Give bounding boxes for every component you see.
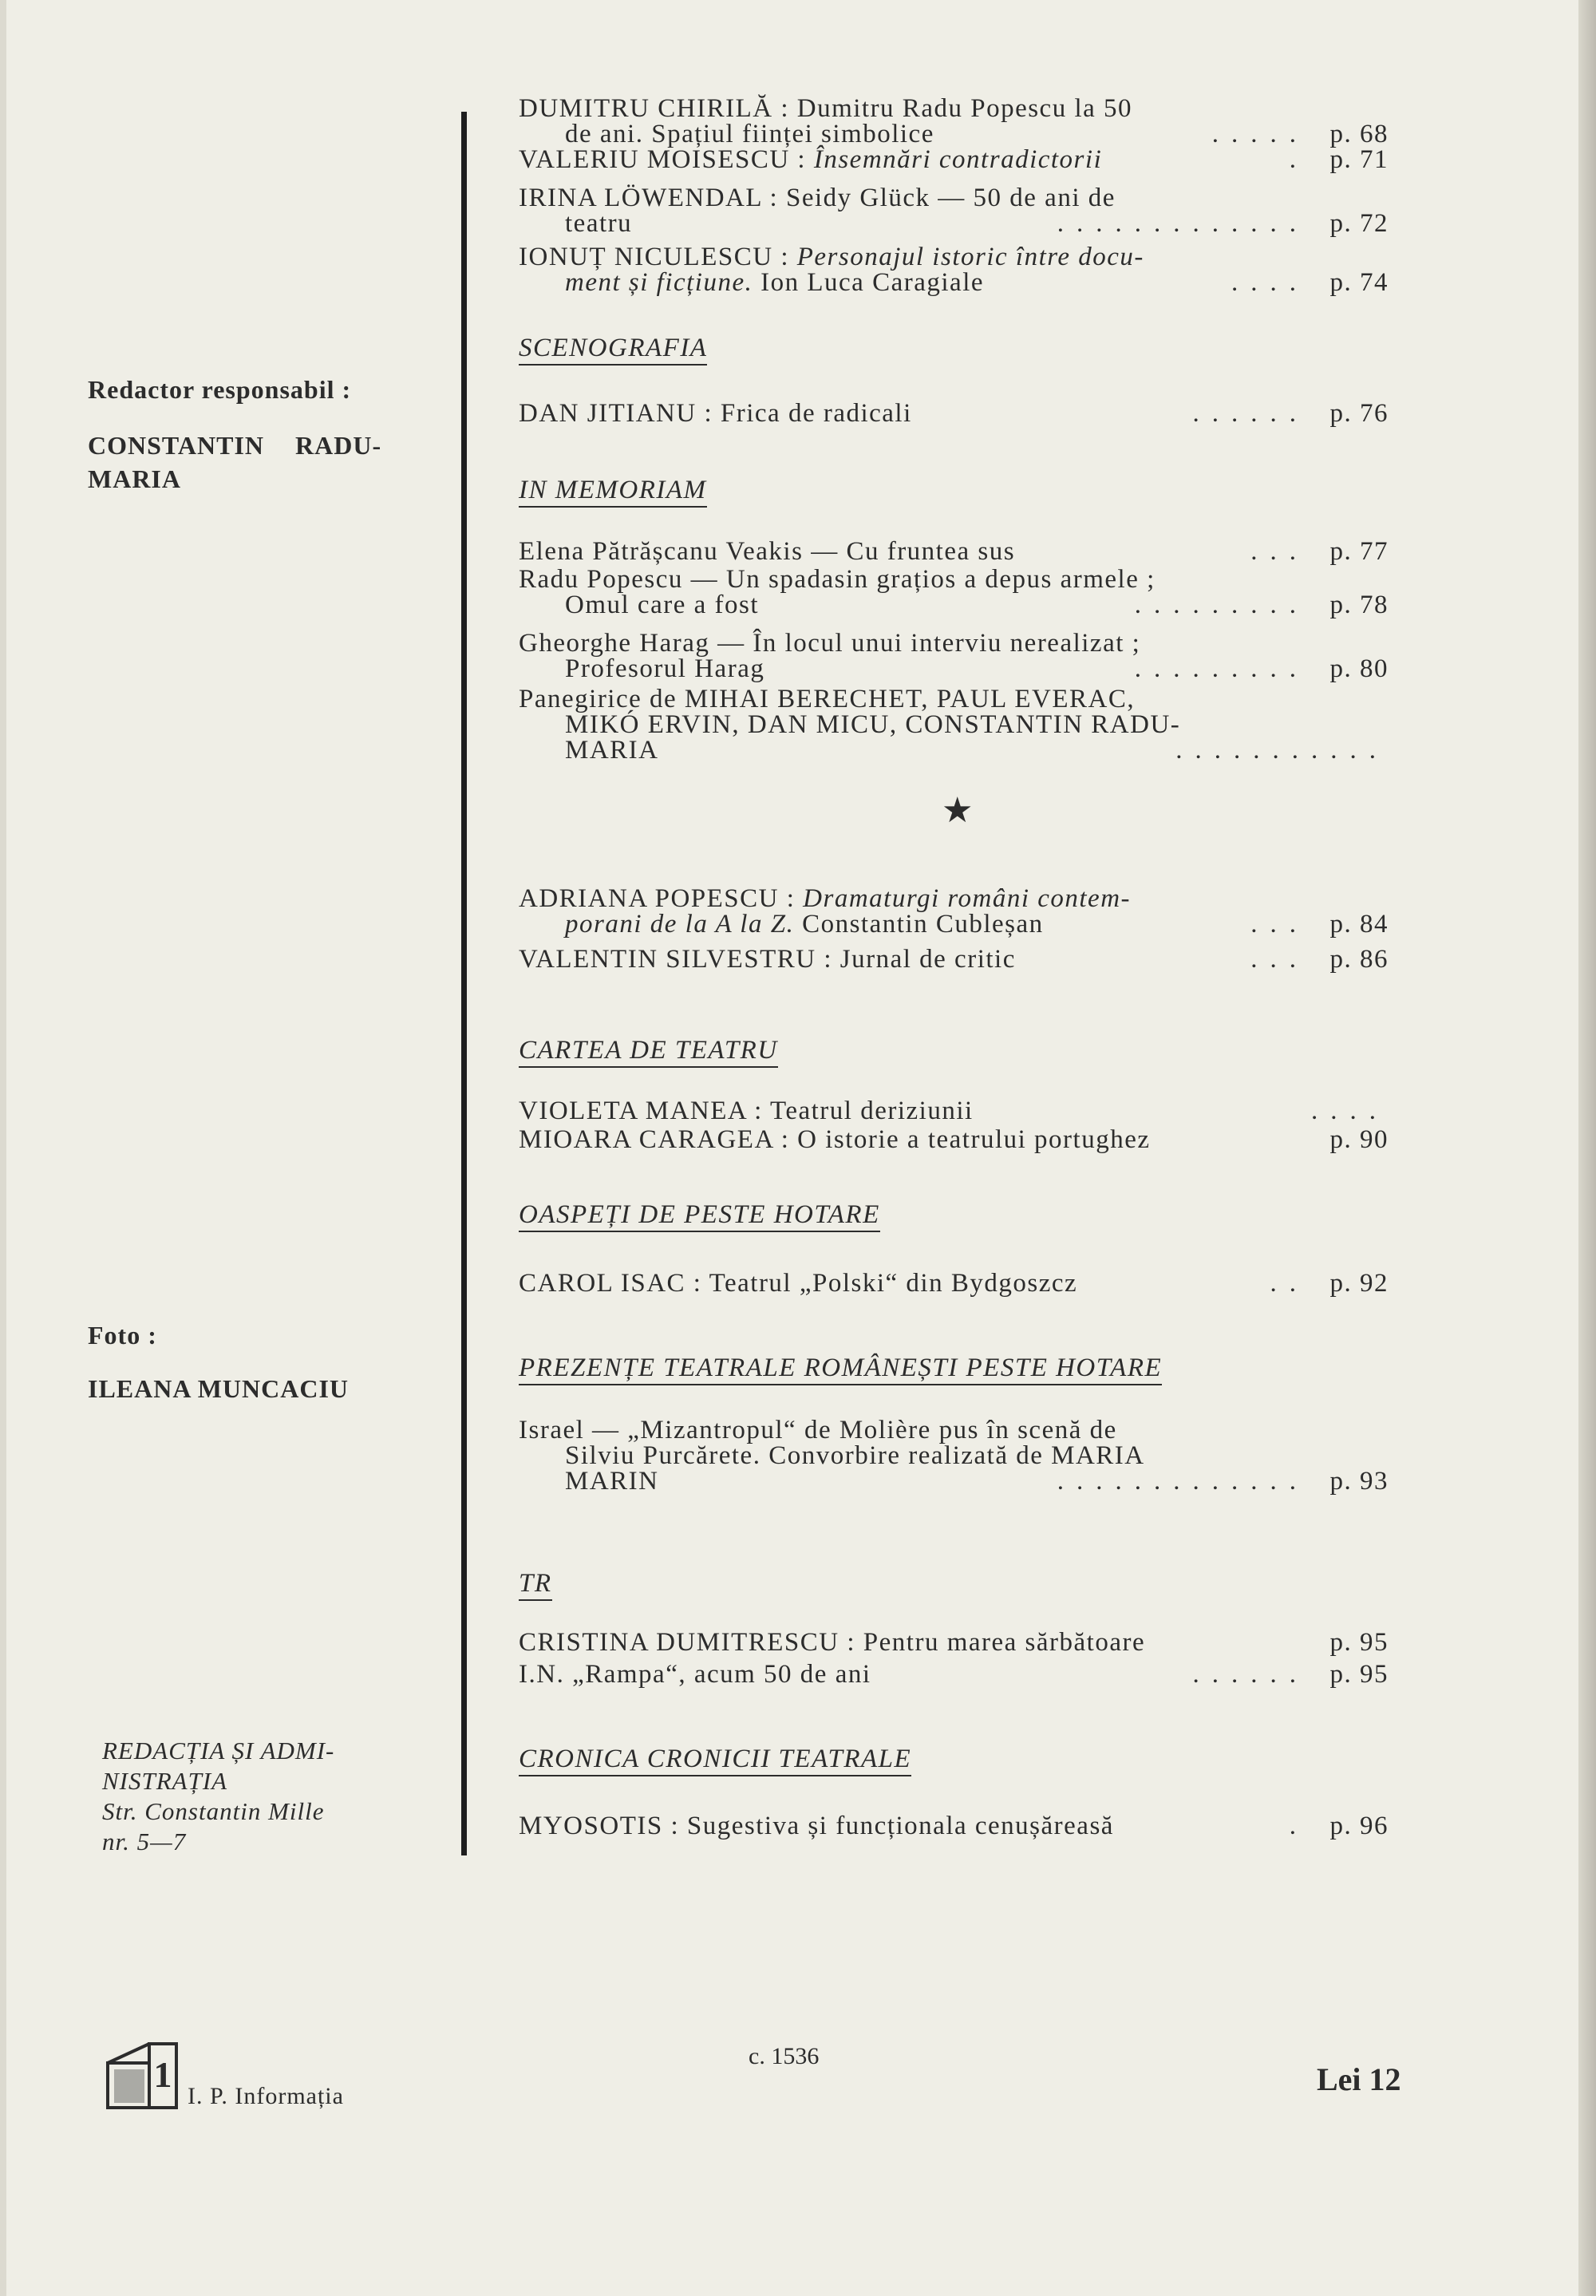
- toc-entry-text: Constantin Cubleșan: [794, 910, 1044, 939]
- toc-entry: VIOLETA MANEA : Teatrul deriziunii ....: [519, 1097, 1389, 1125]
- toc-entry-text: CAROL ISAC : Teatrul „Polski“ din Bydgoszcz: [519, 1269, 1078, 1298]
- toc-entry-author: ADRIANA POPESCU :: [519, 884, 804, 913]
- section-heading-cartea-de-teatru: CARTEA DE TEATRU: [519, 1037, 778, 1068]
- editor-name-line2: MARIA: [88, 464, 181, 493]
- toc-entry: Radu Popescu — Un spadasin grațios a depus armele ; Omul care a fost ......... p. 78: [519, 565, 1389, 619]
- page-number: p. 74: [1329, 268, 1389, 297]
- toc-entry-text: Profesorul Harag: [565, 654, 765, 683]
- toc-entry: CAROL ISAC : Teatrul „Polski“ din Bydgoszcz .. p. 92: [519, 1269, 1389, 1298]
- photo-label: Foto :: [88, 1321, 157, 1350]
- page-number: p. 93: [1329, 1467, 1389, 1496]
- page-number: p. 92: [1329, 1269, 1389, 1298]
- toc-entry: VALERIU MOISESCU : Însemnări contradictorii . p. 71: [519, 145, 1389, 174]
- toc-entry-text: MYOSOTIS : Sugestiva și funcționala cenușăreasă: [519, 1812, 1114, 1840]
- address-line4: nr. 5—7: [102, 1828, 187, 1855]
- toc-entry-author: VALERIU MOISESCU :: [519, 145, 814, 174]
- toc-entry: Gheorghe Harag — În locul unui interviu nerealizat ; Profesorul Harag ......... p. 80: [519, 629, 1389, 683]
- toc-entry-text: Gheorghe Harag — În locul unui interviu nerealizat ;: [519, 629, 1141, 658]
- toc-entry: VALENTIN SILVESTRU : Jurnal de critic ... p. 86: [519, 945, 1389, 974]
- toc-entry: DAN JITIANU : Frica de radicali ...... p. 76: [519, 399, 1389, 428]
- address-line3: Str. Constantin Mille: [102, 1797, 325, 1825]
- section-heading-oaspeti: OASPEȚI DE PESTE HOTARE: [519, 1202, 880, 1232]
- toc-entry-title: Personajul istoric între docu-: [796, 243, 1144, 271]
- toc-entry: DUMITRU CHIRILĂ : Dumitru Radu Popescu la 50 de ani. Spațiul ființei simbolice ..... p. 68: [519, 94, 1389, 148]
- section-heading-scenografia: SCENOGRAFIA: [519, 335, 707, 366]
- toc-entry: MYOSOTIS : Sugestiva și funcționala cenușăreasă . p. 96: [519, 1812, 1389, 1840]
- page-number: p. 80: [1329, 654, 1389, 683]
- toc-entry-text: Ion Luca Caragiale: [753, 268, 985, 297]
- page-number: p. 78: [1329, 591, 1389, 619]
- toc-entry-text: de ani. Spațiul ființei simbolice: [565, 120, 934, 148]
- toc-entry-text: Radu Popescu — Un spadasin grațios a depus armele ;: [519, 565, 1156, 594]
- page-number: p. 76: [1329, 399, 1389, 428]
- toc-entry: ADRIANA POPESCU : Dramaturgi români contem- porani de la A la Z. Constantin Cubleșan ... p. 84: [519, 884, 1389, 939]
- toc-entry: [519, 1630, 1404, 1655]
- toc-entry-text: VALENTIN SILVESTRU : Jurnal de critic: [519, 945, 1016, 974]
- toc-entry-title: porani de la A la Z.: [565, 910, 795, 939]
- toc-entry-title: Însemnări contradictorii: [813, 145, 1103, 174]
- editor-label: Redactor responsabil :: [88, 375, 352, 404]
- address-line2: NISTRAȚIA: [102, 1767, 228, 1795]
- toc-entry-text: CRISTINA DUMITRESCU : Pentru marea sărbătoare: [519, 1628, 1146, 1657]
- toc-entry-text: Israel — „Mizantropul“ de Molière pus în scenă de: [519, 1416, 1117, 1444]
- toc-entry-text: VIOLETA MANEA : Teatrul deriziunii: [519, 1097, 974, 1125]
- toc-entry-text: MARIA: [565, 736, 659, 765]
- section-heading-prezente: PREZENȚE TEATRALE ROMÂNEȘTI PESTE HOTARE: [519, 1355, 1162, 1385]
- publisher-logo-mark: 1: [153, 2054, 172, 2095]
- photo-name: ILEANA MUNCACIU: [88, 1374, 350, 1403]
- toc-entry: Israel — „Mizantropul“ de Molière pus în scenă de Silviu Purcărete. Convorbire realizată de MARIA MARIN ............. p. 93: [519, 1416, 1389, 1496]
- toc-entry-text: Panegirice de MIHAI BERECHET, PAUL EVERAC,: [519, 685, 1136, 713]
- toc-entry-text: I.N. „Rampa“, acum 50 de ani: [519, 1660, 871, 1689]
- toc-entry-text: IRINA LÖWENDAL : Seidy Glück — 50 de ani de: [519, 184, 1116, 212]
- page-number: p. 77: [1329, 537, 1389, 566]
- address-line1: REDACȚIA ȘI ADMI-: [102, 1737, 335, 1764]
- publisher-name: I. P. Informația: [188, 2083, 344, 2109]
- star-separator: ★: [942, 791, 974, 830]
- editor-name-line1: CONSTANTIN RADU-: [88, 431, 382, 460]
- column-divider: [461, 112, 467, 1855]
- page-number: p. 95: [1329, 1660, 1389, 1689]
- page-left-edge: [0, 0, 6, 2296]
- publisher-logo-icon: [106, 2039, 178, 2109]
- print-code: c. 1536: [749, 2043, 820, 2069]
- toc-entry: [519, 1127, 1404, 1152]
- section-heading-cronica: CRONICA CRONICII TEATRALE: [519, 1746, 911, 1776]
- toc-entry-text: MIOARA CARAGEA : O istorie a teatrului portughez: [519, 1125, 1151, 1154]
- toc-entry-text: Omul care a fost: [565, 591, 759, 619]
- page-number: p. 72: [1329, 209, 1389, 238]
- toc-entry: Elena Pătrășcanu Veakis — Cu fruntea sus ... p. 77: [519, 537, 1389, 566]
- toc-entry: I.N. „Rampa“, acum 50 de ani ...... p. 95: [519, 1660, 1389, 1689]
- toc-entry-title: ment și ficțiune.: [565, 268, 753, 297]
- price: Lei 12: [1317, 2061, 1401, 2097]
- toc-entry: IONUȚ NICULESCU : Personajul istoric între docu- ment și ficțiune. Ion Luca Caragiale .... p. 74: [519, 243, 1389, 297]
- page-right-edge: [1578, 0, 1596, 2296]
- toc-entry-text: teatru: [565, 209, 633, 238]
- toc-entry-title: Dramaturgi români contem-: [803, 884, 1132, 913]
- page-number: p. 68: [1329, 120, 1389, 148]
- section-heading-in-memoriam: IN MEMORIAM: [519, 477, 707, 508]
- toc-entry-text: DUMITRU CHIRILĂ : Dumitru Radu Popescu la 50: [519, 94, 1133, 123]
- section-heading-tr: TR: [519, 1571, 552, 1601]
- toc-entry-text: Elena Pătrășcanu Veakis — Cu fruntea sus: [519, 537, 1016, 566]
- page-number: p. 95: [1329, 1628, 1389, 1657]
- toc-entry-text: DAN JITIANU : Frica de radicali: [519, 399, 912, 428]
- page-number: p. 96: [1329, 1812, 1389, 1840]
- toc-entry-text: MARIN: [565, 1467, 659, 1496]
- toc-entry-text: Silviu Purcărete. Convorbire realizată de MARIA: [565, 1441, 1145, 1470]
- toc-entry: IRINA LÖWENDAL : Seidy Glück — 50 de ani de teatru ............. p. 72: [519, 184, 1389, 238]
- page-number: p. 90: [1329, 1125, 1389, 1154]
- page-number: p. 84: [1329, 910, 1389, 939]
- toc-entry-author: IONUȚ NICULESCU :: [519, 243, 797, 271]
- toc-entry: Panegirice de MIHAI BERECHET, PAUL EVERAC, MIKÓ ERVIN, DAN MICU, CONSTANTIN RADU- MARIA ...........: [519, 685, 1389, 765]
- toc-entry-text: MIKÓ ERVIN, DAN MICU, CONSTANTIN RADU-: [565, 710, 1181, 739]
- page-number: p. 71: [1329, 145, 1389, 174]
- page-number: p. 86: [1329, 945, 1389, 974]
